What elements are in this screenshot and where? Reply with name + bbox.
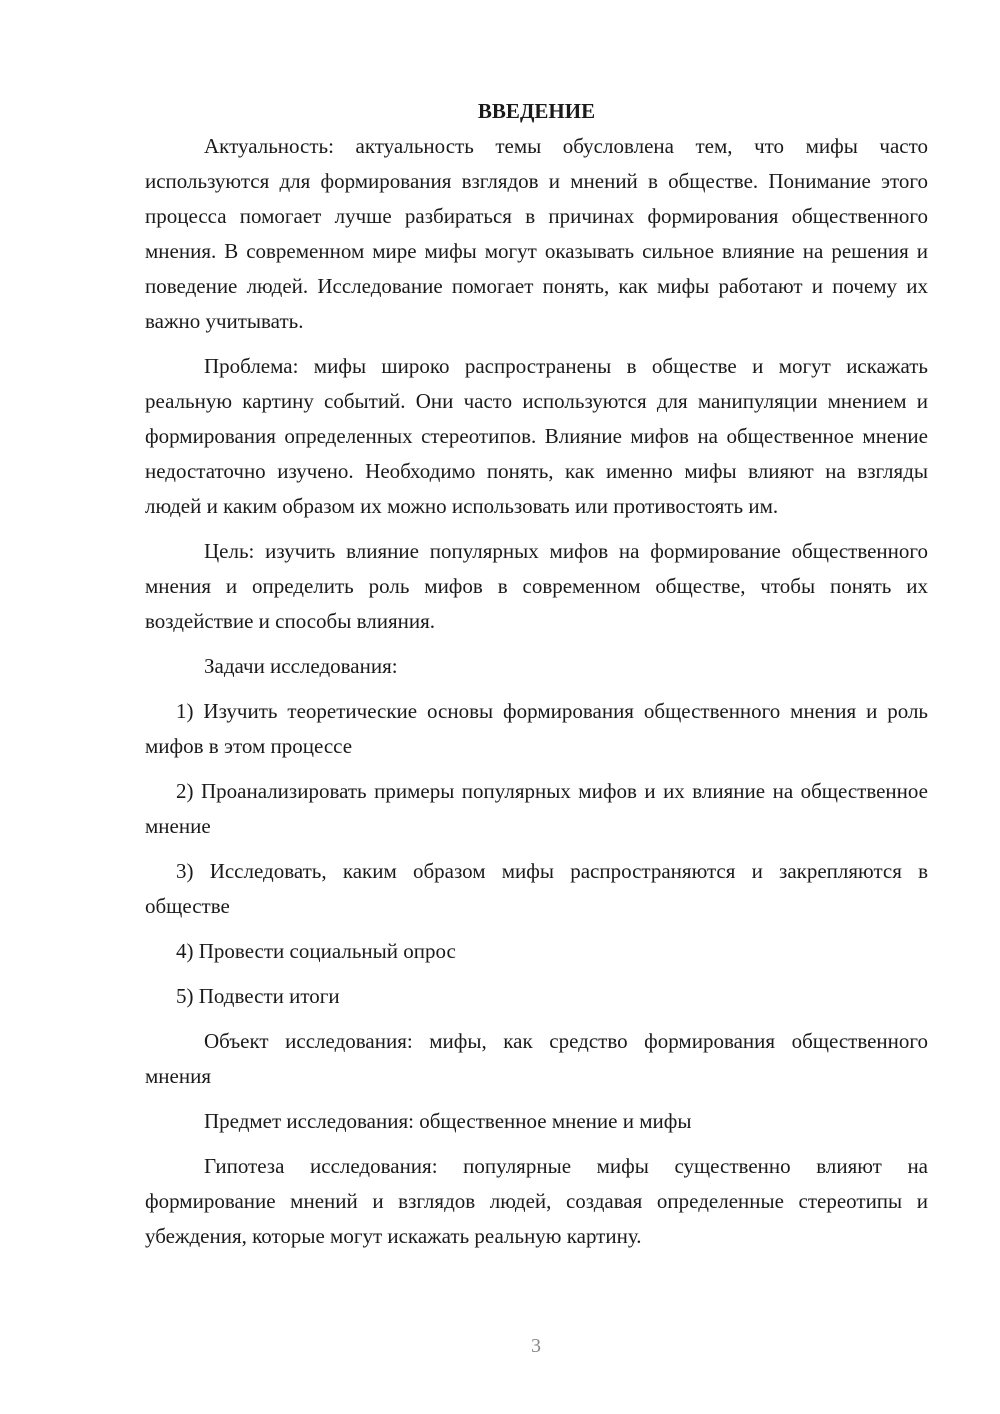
goal-paragraph: Цель: изучить влияние популярных мифов на формирование общественного мнения и определить роль мифов в современном обществе, чтобы понять их воздействие и способы влияния. [145, 539, 928, 633]
page-body [145, 94, 928, 1254]
subject-paragraph: Предмет исследования: общественное мнение и мифы [204, 1109, 692, 1133]
task-item: 5) Подвести итоги [176, 984, 340, 1008]
page-number: 3 [531, 1335, 541, 1357]
tasks-heading: Задачи исследования: [204, 654, 398, 678]
task-item: 4) Провести социальный опрос [176, 939, 456, 963]
page-title: ВВЕДЕНИЕ [477, 99, 596, 123]
object-paragraph: Объект исследования: мифы, как средство формирования общественного мнения [145, 1029, 928, 1088]
problem-paragraph: Проблема: мифы широко распространены в обществе и могут искажать реальную картину событий. Они часто используются для манипуляции мнением и формирования определенных стереотипов. Влияние мифов на общественное мнение недостаточно изучено. Необходимо понять, как именно мифы влияют на взгляды людей и каким образом их можно использовать или противостоять им. [145, 354, 928, 518]
task-item: 3) Исследовать, каким образом мифы распространяются и закрепляются в обществе [145, 859, 928, 918]
hypothesis-paragraph: Гипотеза исследования: популярные мифы существенно влияют на формирование мнений и взглядов людей, создавая определенные стереотипы и убеждения, которые могут искажать реальную картину. [145, 1154, 928, 1248]
task-item: 2) Проанализировать примеры популярных мифов и их влияние на общественное мнение [145, 779, 928, 838]
relevance-paragraph: Актуальность: актуальность темы обусловлена тем, что мифы часто используются для формирования взглядов и мнений в обществе. Понимание этого процесса помогает лучше разбираться в причинах формирования общественного мнения. В современном мире мифы могут оказывать сильное влияние на решения и поведение людей. Исследование помогает понять, как мифы работают и почему их важно учитывать. [145, 134, 928, 333]
task-item: 1) Изучить теоретические основы формирования общественного мнения и роль мифов в этом процессе [145, 699, 928, 758]
